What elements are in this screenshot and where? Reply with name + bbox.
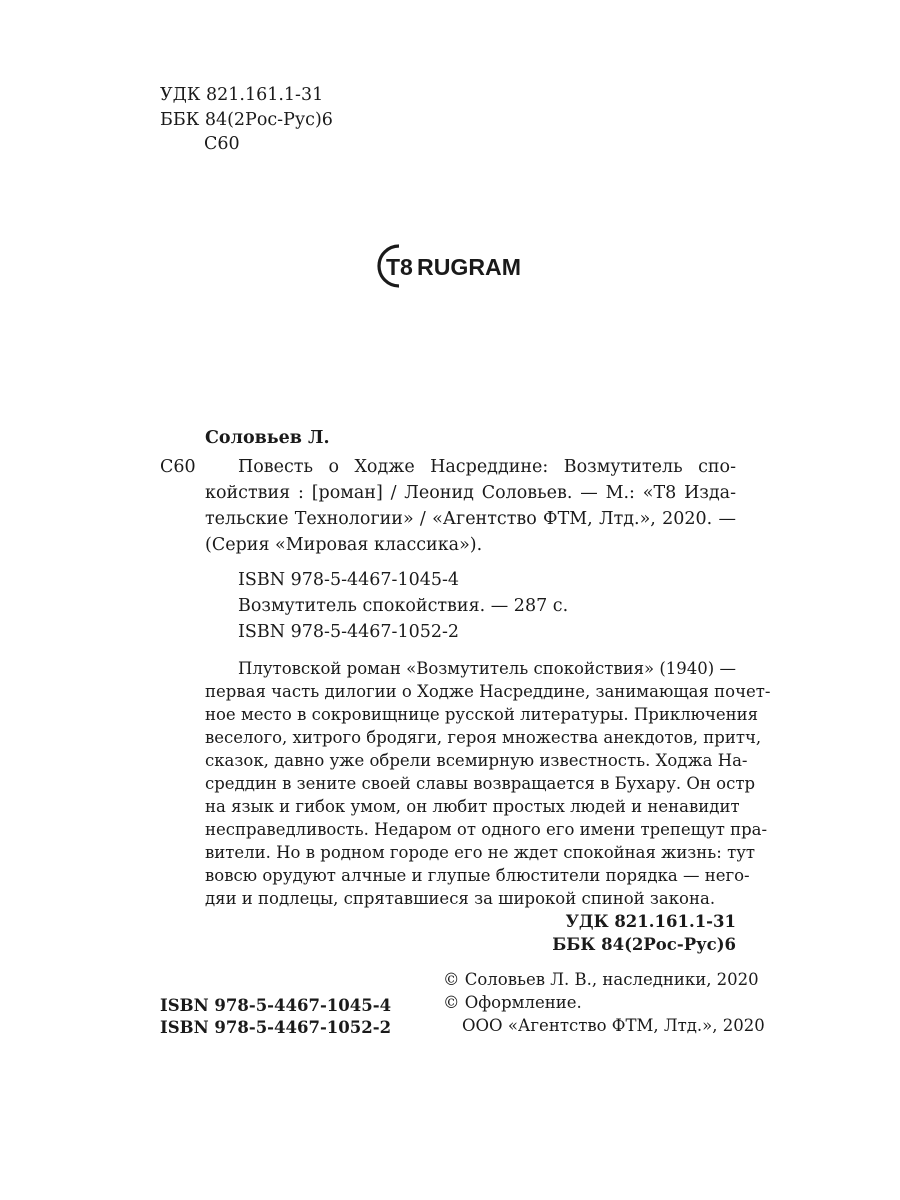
copyright-line-3: ООО «Агентство ФТМ, Лтд.», 2020 (462, 1016, 765, 1035)
classification-block (160, 83, 333, 157)
bbk-code: ББК 84(2Рос-Рус)6 (160, 109, 333, 130)
annotation-line-3: ное место в сокровищнице русской литературы. Приключения (205, 705, 759, 724)
logo-name: RUGRAM (417, 254, 521, 280)
annotation-line-4: веселого, хитрого бродяги, героя множества анекдотов, притч, (205, 728, 762, 747)
udk-code: УДК 821.161.1-31 (160, 85, 324, 105)
annotation-line-7: на язык и гибок умом, он любит простых людей и ненавидит (205, 797, 740, 816)
record-title-line-2: койствия : [роман] / Леонид Соловьев. — М.: «Т8 Изда- (205, 483, 736, 503)
publisher-logo-mark (377, 240, 527, 290)
annotation-line-8: несправедливость. Недаром от одного его имени трепещут пра- (205, 820, 768, 839)
footer-isbn-1: ISBN 978-5-4467-1045-4 (160, 996, 392, 1015)
record-title-line-3: тельские Технологии» / «Агентство ФТМ, Лтд.», 2020. — (205, 509, 736, 529)
copyright-line-2: © Оформление. (443, 993, 582, 1012)
author-sign: С60 (204, 134, 240, 154)
publisher-logo (377, 240, 527, 290)
annotation-line-11: дяи и подлецы, спрятавшиеся за широкой спиной закона. (205, 889, 716, 908)
annotation-line-6: среддин в зените своей славы возвращается в Бухару. Он остр (205, 774, 756, 793)
footer-bbk: ББК 84(2Рос-Рус)6 (552, 935, 736, 954)
record-isbn-2: ISBN 978-5-4467-1052-2 (238, 622, 460, 642)
footer-udk: УДК 821.161.1-31 (565, 912, 736, 931)
logo-prefix: T8 (386, 254, 413, 280)
annotation-line-10: вовсю орудуют алчные и глупые блюстители порядка — него- (205, 866, 750, 885)
record-isbn-1: ISBN 978-5-4467-1045-4 (238, 570, 460, 590)
record-author-sign: С60 (160, 457, 196, 477)
footer-isbn-2: ISBN 978-5-4467-1052-2 (160, 1018, 392, 1037)
annotation-line-1: Плутовской роман «Возмутитель спокойствия» (1940) — (238, 659, 736, 678)
record-title-line-1: Повесть о Ходже Насреддине: Возмутитель спо- (238, 457, 736, 477)
annotation-line-2: первая часть дилогии о Ходже Насреддине, занимающая почет- (205, 682, 771, 701)
record-author: Соловьев Л. (205, 428, 330, 448)
annotation-line-9: вители. Но в родном городе его не ждет спокойная жизнь: тут (205, 843, 756, 862)
copyright-line-1: © Соловьев Л. В., наследники, 2020 (443, 970, 759, 989)
annotation-line-5: сказок, давно уже обрели всемирную известность. Ходжа На- (205, 751, 748, 770)
record-volume: Возмутитель спокойствия. — 287 с. (238, 596, 569, 616)
record-title-line-4: (Серия «Мировая классика»). (205, 535, 483, 555)
